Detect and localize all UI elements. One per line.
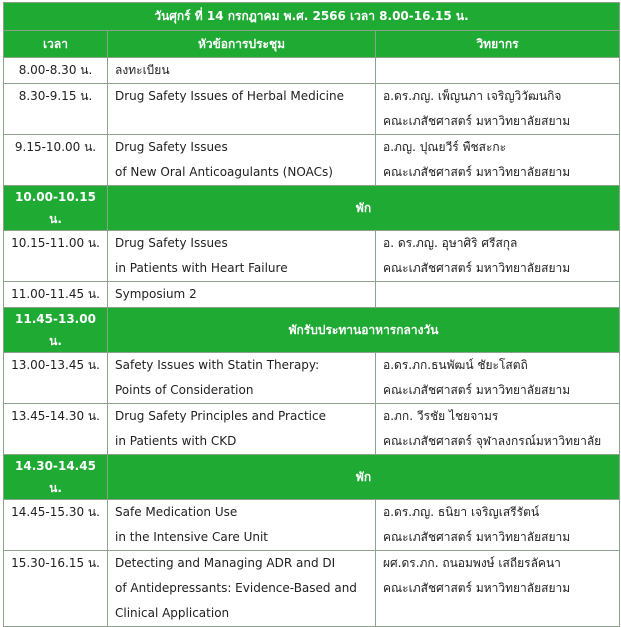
session-topic bbox=[108, 500, 376, 551]
schedule-table bbox=[3, 2, 620, 627]
speaker-affiliation: คณะเภสัชศาสตร์ จุฬาลงกรณ์มหาวิทยาลัย bbox=[383, 434, 602, 448]
session-speaker bbox=[376, 353, 620, 404]
topic-line: of New Oral Anticoagulants (NOACs) bbox=[115, 165, 333, 179]
session-topic bbox=[108, 404, 376, 455]
topic-line: of Antidepressants: Evidence-Based and bbox=[115, 581, 357, 595]
session-speaker bbox=[376, 551, 620, 627]
session-time: 10.15-11.00 น. bbox=[4, 231, 108, 282]
topic-line: ลงทะเบียน bbox=[115, 63, 170, 77]
session-time: 9.15-10.00 น. bbox=[4, 135, 108, 186]
topic-line: Detecting and Managing ADR and DI bbox=[115, 556, 336, 570]
session-speaker bbox=[376, 231, 620, 282]
topic-line: Drug Safety Issues bbox=[115, 236, 228, 250]
topic-line: in Patients with Heart Failure bbox=[115, 261, 288, 275]
topic-line: Clinical Application bbox=[115, 606, 230, 620]
session-topic bbox=[108, 231, 376, 282]
speaker-name: อ.ภญ. ปุณยวีร์ พืชสะกะ bbox=[383, 140, 507, 154]
break-label: พัก bbox=[108, 186, 620, 231]
break-row bbox=[4, 455, 620, 500]
session-speaker bbox=[376, 282, 620, 308]
speaker-affiliation: คณะเภสัชศาสตร์ มหาวิทยาลัยสยาม bbox=[383, 165, 571, 179]
session-row bbox=[4, 404, 620, 455]
session-row bbox=[4, 135, 620, 186]
topic-line: Drug Safety Issues of Herbal Medicine bbox=[115, 89, 344, 103]
break-time: 10.00-10.15 น. bbox=[4, 186, 108, 231]
session-topic bbox=[108, 353, 376, 404]
session-topic bbox=[108, 551, 376, 627]
topic-line: in Patients with CKD bbox=[115, 434, 237, 448]
session-time: 8.30-9.15 น. bbox=[4, 84, 108, 135]
header-time: เวลา bbox=[4, 31, 108, 58]
session-row bbox=[4, 58, 620, 84]
break-time: 11.45-13.00 น. bbox=[4, 308, 108, 353]
speaker-affiliation: คณะเภสัชศาสตร์ มหาวิทยาลัยสยาม bbox=[383, 581, 571, 595]
topic-line: Points of Consideration bbox=[115, 383, 254, 397]
session-topic bbox=[108, 58, 376, 84]
session-speaker bbox=[376, 84, 620, 135]
session-topic bbox=[108, 135, 376, 186]
session-time: 15.30-16.15 น. bbox=[4, 551, 108, 627]
session-time: 8.00-8.30 น. bbox=[4, 58, 108, 84]
session-row bbox=[4, 282, 620, 308]
schedule-title: วันศุกร์ ที่ 14 กรกฎาคม พ.ศ. 2566 เวลา 8.00-16.15 น. bbox=[4, 3, 620, 31]
session-topic bbox=[108, 84, 376, 135]
speaker-name: อ.ดร.ภญ. ธนิยา เจริญเสรีรัตน์ bbox=[383, 505, 540, 519]
session-row bbox=[4, 231, 620, 282]
break-row bbox=[4, 186, 620, 231]
session-speaker bbox=[376, 500, 620, 551]
speaker-name: อ.ดร.ภก.ธนพัฒน์ ชัยะโสตถิ bbox=[383, 358, 528, 372]
break-label: พัก bbox=[108, 455, 620, 500]
topic-line: Symposium 2 bbox=[115, 287, 197, 301]
speaker-affiliation: คณะเภสัชศาสตร์ มหาวิทยาลัยสยาม bbox=[383, 530, 571, 544]
topic-line: Safety Issues with Statin Therapy: bbox=[115, 358, 320, 372]
speaker-name: อ.ดร.ภญ. เพ็ญนภา เจริญวิวัฒนกิจ bbox=[383, 89, 562, 103]
speaker-affiliation: คณะเภสัชศาสตร์ มหาวิทยาลัยสยาม bbox=[383, 114, 571, 128]
session-topic bbox=[108, 282, 376, 308]
schedule-body bbox=[4, 58, 620, 627]
session-row bbox=[4, 84, 620, 135]
break-row bbox=[4, 308, 620, 353]
session-speaker bbox=[376, 58, 620, 84]
session-row bbox=[4, 500, 620, 551]
topic-line: Drug Safety Issues bbox=[115, 140, 228, 154]
topic-line: in the Intensive Care Unit bbox=[115, 530, 269, 544]
break-time: 14.30-14.45 น. bbox=[4, 455, 108, 500]
speaker-name: ผศ.ดร.ภก. ถนอมพงษ์ เสถียรลัคนา bbox=[383, 556, 561, 570]
topic-line: Safe Medication Use bbox=[115, 505, 238, 519]
session-time: 14.45-15.30 น. bbox=[4, 500, 108, 551]
speaker-affiliation: คณะเภสัชศาสตร์ มหาวิทยาลัยสยาม bbox=[383, 261, 571, 275]
speaker-affiliation: คณะเภสัชศาสตร์ มหาวิทยาลัยสยาม bbox=[383, 383, 571, 397]
topic-line: Drug Safety Principles and Practice bbox=[115, 409, 326, 423]
session-time: 13.45-14.30 น. bbox=[4, 404, 108, 455]
session-row bbox=[4, 353, 620, 404]
session-time: 11.00-11.45 น. bbox=[4, 282, 108, 308]
header-topic: หัวข้อการประชุม bbox=[108, 31, 376, 58]
header-speaker: วิทยากร bbox=[376, 31, 620, 58]
session-row bbox=[4, 551, 620, 627]
speaker-name: อ.ภก. วีรชัย ไชยจามร bbox=[383, 409, 499, 423]
session-speaker bbox=[376, 404, 620, 455]
break-label: พักรับประทานอาหารกลางวัน bbox=[108, 308, 620, 353]
speaker-name: อ. ดร.ภญ. อุษาศิริ ศรีสกุล bbox=[383, 236, 518, 250]
session-speaker bbox=[376, 135, 620, 186]
session-time: 13.00-13.45 น. bbox=[4, 353, 108, 404]
